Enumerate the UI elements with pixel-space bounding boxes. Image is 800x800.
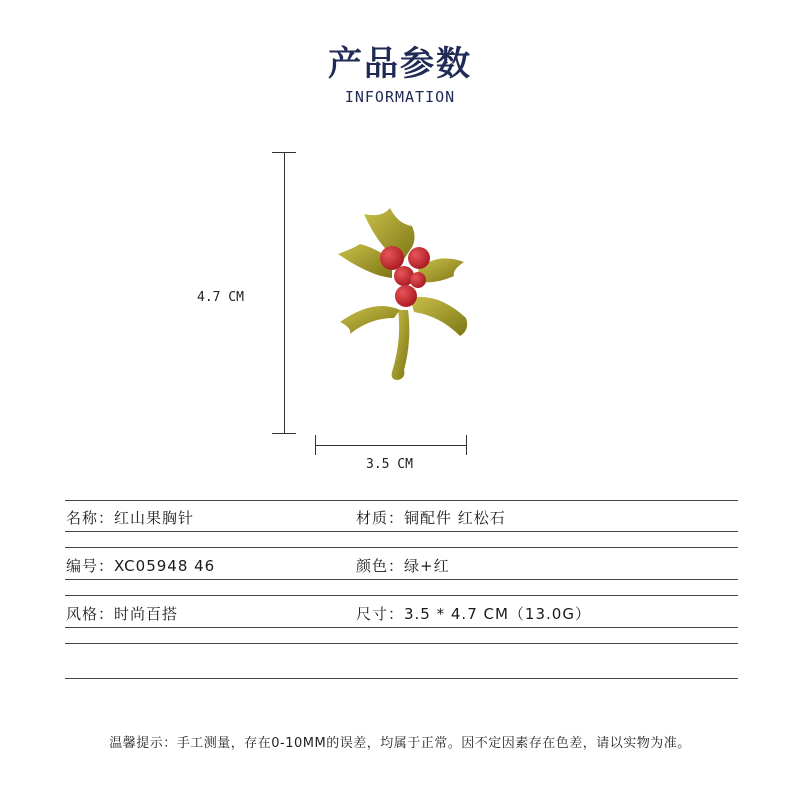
spec-color: 颜色：绿+红: [356, 557, 450, 575]
product-image: [320, 200, 480, 390]
table-divider: [65, 579, 738, 580]
table-divider: [65, 547, 738, 548]
width-dimension-cap-right: [466, 435, 467, 455]
spec-name: 名称：红山果胸针: [66, 509, 195, 527]
table-divider: [65, 531, 738, 532]
spec-material: 材质：铜配件 红松石: [356, 509, 506, 527]
spec-size: 尺寸：3.5 * 4.7 CM（13.0G）: [356, 605, 591, 623]
spec-style: 风格：时尚百搭: [66, 605, 179, 623]
table-divider: [65, 500, 738, 501]
spec-code: 编号：XC05948 46: [66, 557, 216, 575]
table-divider: [65, 678, 738, 679]
height-dimension-line: [284, 152, 285, 434]
height-dimension-cap-top: [272, 152, 296, 153]
table-divider: [65, 643, 738, 644]
holly-berry-brooch-icon: [320, 200, 480, 390]
height-dimension-cap-bottom: [272, 433, 296, 434]
width-dimension-line: [315, 445, 467, 446]
height-label: 4.7 CM: [197, 290, 244, 305]
table-divider: [65, 627, 738, 628]
width-dimension-cap-left: [315, 435, 316, 455]
footer-note: 温馨提示：手工测量，存在0-10MM的误差，均属于正常。因不定因素存在色差，请以实物为准。: [109, 736, 691, 751]
table-divider: [65, 595, 738, 596]
width-label: 3.5 CM: [366, 457, 413, 472]
page-subtitle: INFORMATION: [344, 88, 456, 106]
page-title: 产品参数: [328, 44, 472, 84]
